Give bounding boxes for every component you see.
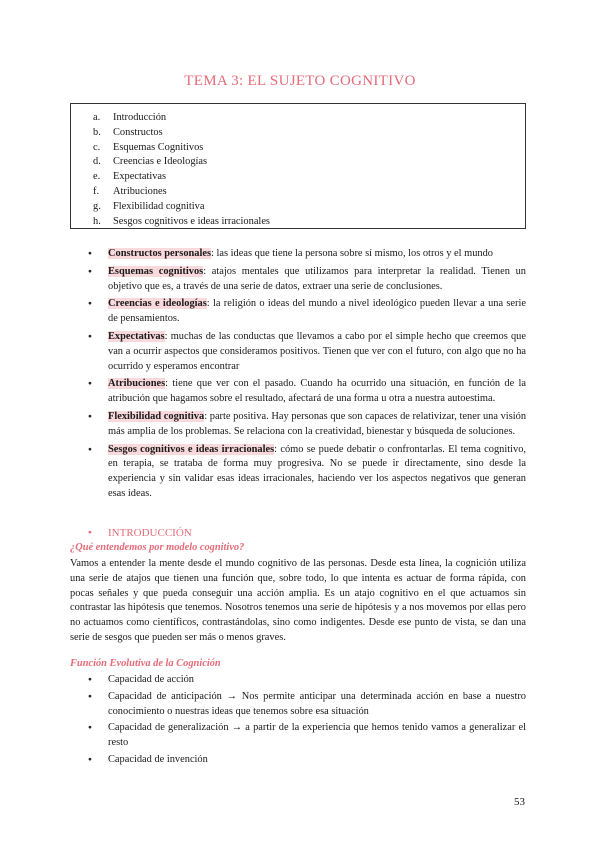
subheading: Función Evolutiva de la Cognición: [70, 658, 221, 669]
page-number: 53: [514, 796, 525, 808]
toc-text: Esquemas Cognitivos: [113, 141, 204, 153]
definitions-list: [88, 247, 526, 505]
toc-item: [93, 185, 525, 200]
definition-term: Constructos personales: [108, 248, 212, 259]
toc-item: [93, 155, 525, 170]
question-heading: ¿Qué entendemos por modelo cognitivo?: [70, 542, 245, 553]
toc-item: [93, 111, 525, 126]
toc-letter: g.: [93, 200, 101, 212]
toc-text: Constructos: [113, 126, 163, 138]
functions-list: [88, 673, 526, 770]
toc-item: [93, 126, 525, 141]
toc-item: [93, 141, 525, 156]
toc-text: Creencias e Ideologías: [113, 156, 208, 168]
definition-item: [88, 443, 526, 502]
list-item: ● Capacidad de acción: [88, 673, 526, 688]
list-item: ● Capacidad de generalización → a partir de la experiencia que hemos tenido vamos a generalizar el resto: [88, 721, 526, 751]
definition-term: Esquemas cognitivos: [108, 265, 204, 277]
definition-text: : las ideas que tiene la persona sobre sí mismo, los otros y el mundo: [211, 248, 493, 259]
list-item: ● Capacidad de anticipación → Nos permite anticipar una determinada acción en base a nuestro conocimiento o nuestras ideas que tenemos sobre esa situación: [88, 690, 526, 720]
definition-item: [88, 265, 526, 295]
toc-text: Atribuciones: [113, 185, 167, 197]
definition-text: : tiene que ver con el pasado. Cuando ha ocurrido una situación, en función de la atribución que hagamos sobre el resultado, afectará de una forma u otra a nuestra autoestima.: [108, 378, 526, 405]
definition-text: : muchas de las conductas que llevamos a cabo por el simple hecho que creemos que van a ocurrir aspectos que consideramos positivos. Tienen que ver con el futuro, con algo que no ha ocurrido y esperamos encontrar: [108, 330, 526, 372]
toc-letter: h.: [93, 215, 101, 227]
page-title: TEMA 3: EL SUJETO COGNITIVO: [184, 73, 416, 89]
definition-text: : la religión o ideas del mundo a nivel ideológico pueden llevar a una serie de pensamientos.: [108, 298, 527, 325]
definition-text: : cómo se puede debatir o confrontarlas. El tema cognitivo, en terapia, se trataba de forma muy progresiva. No se puede ir directamente, sino desde la experiencia y sin validar esas ideas irracionales, haciendo ver los aspectos negativos que generan esas ideas.: [108, 443, 526, 499]
intro-paragraph: Vamos a entender la mente desde el mundo cognitivo de las personas. Desde esta línea, la cognición utiliza una serie de atajos que tienen una función que, sobre todo, lo que intenta es actuar de forma rápida, con pocas señales y que pueda conseguir una acción amplia. Es un atajo cognitivo en el que actuamos sin contrastar las hipótesis que tenemos. Nosotros tenemos una serie de hipótesis y a nos movemos por ellas pero no actuamos como científicos, contrastándolas, sino como indigentes. Desde ese punto de vista, se dan una serie de sesgos que pueden ser más o menos graves.: [70, 558, 526, 643]
definition-text: : parte positiva. Hay personas que son capaces de relativizar, tener una visión más amplia de los problemas. Se relaciona con la creatividad, bienestar y búsqueda de soluciones.: [108, 410, 527, 437]
definition-term: Sesgos cognitivos e ideas irracionales: [108, 443, 275, 455]
definition-text: : atajos mentales que utilizamos para interpretar la realidad. Tienen un objetivo que es, a través de una serie de datos, extraer una serie de conclusiones.: [108, 265, 526, 292]
toc-letter: f.: [93, 185, 100, 197]
definition-item: [88, 377, 526, 407]
toc-text: Sesgos cognitivos e ideas irracionales: [113, 215, 270, 227]
toc-text: Expectativas: [113, 171, 167, 183]
definition-item: [88, 247, 526, 262]
definition-item: [88, 330, 526, 374]
toc-text: Introducción: [113, 112, 167, 123]
definition-term: Creencias e ideologías: [108, 298, 207, 310]
toc-item: [93, 170, 525, 185]
toc-item: [93, 215, 525, 230]
list-item: ● Capacidad de invención: [88, 753, 526, 768]
toc-letter: c.: [93, 141, 101, 153]
definition-term: Expectativas: [108, 330, 165, 342]
toc-text: Flexibilidad cognitiva: [113, 200, 205, 212]
toc-letter: b.: [93, 126, 101, 138]
definition-term: Flexibilidad cognitiva: [108, 410, 205, 422]
toc-item: [93, 200, 525, 215]
section-heading: ● INTRODUCCIÓN: [88, 527, 192, 539]
definition-item: [88, 410, 526, 440]
table-of-contents: [70, 103, 526, 229]
definition-item: [88, 297, 526, 327]
toc-letter: d.: [93, 156, 101, 168]
definition-term: Atribuciones: [108, 378, 166, 390]
toc-letter: e.: [93, 171, 101, 183]
toc-letter: a.: [93, 112, 101, 123]
